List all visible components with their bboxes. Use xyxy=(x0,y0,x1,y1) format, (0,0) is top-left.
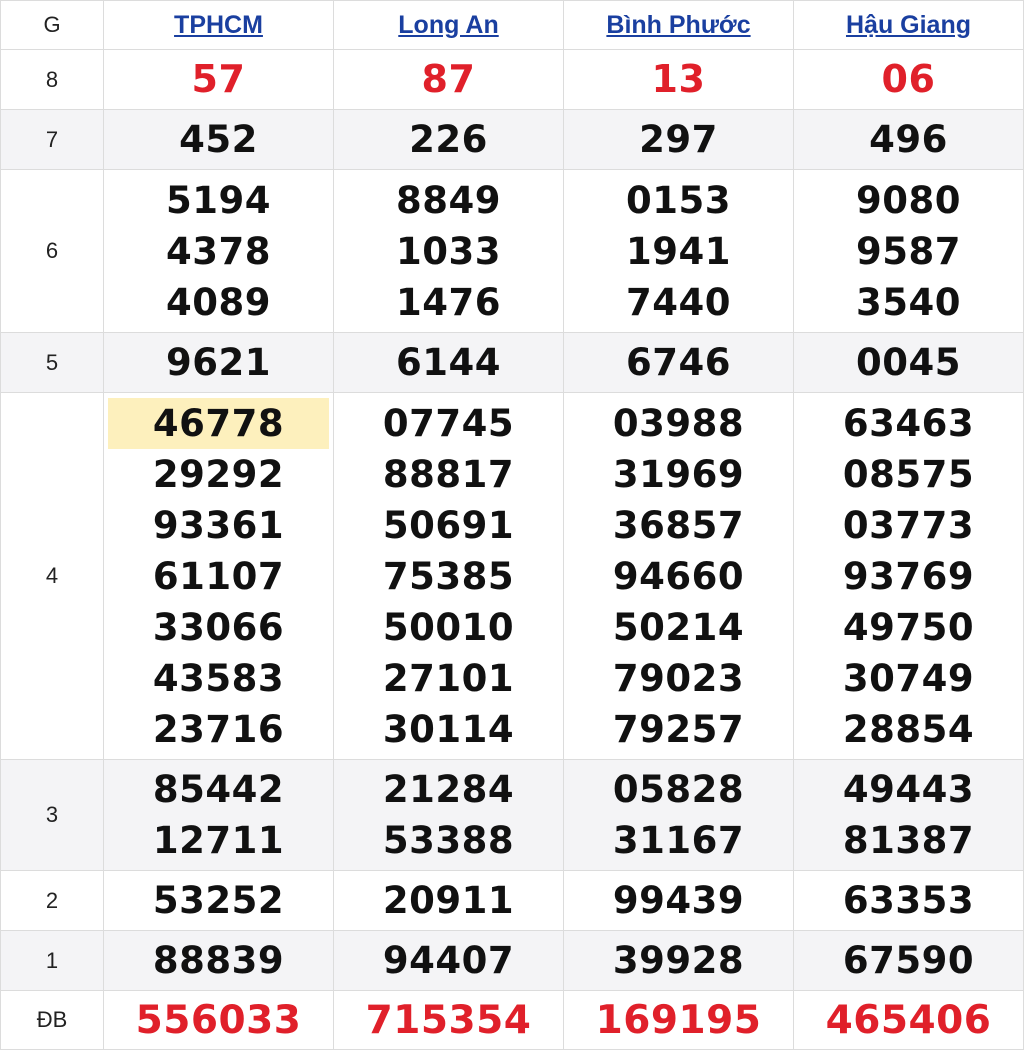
result-number: 169195 xyxy=(595,997,762,1043)
result-number: 9587 xyxy=(856,229,961,273)
prize-label: ĐB xyxy=(1,991,104,1050)
result-number: 03988 xyxy=(612,401,745,445)
result-number: 29292 xyxy=(152,452,285,496)
result-number: 50691 xyxy=(382,503,515,547)
prize-row xyxy=(1,760,1024,871)
highlighted-number: 46778 xyxy=(108,398,329,449)
result-number: 8849 xyxy=(396,178,501,222)
result-number: 85442 xyxy=(152,768,285,811)
result-cell-tphcm xyxy=(104,931,334,991)
result-number: 08575 xyxy=(842,452,975,496)
result-number: 452 xyxy=(179,118,258,161)
result-number: 27101 xyxy=(382,656,515,700)
result-cell-tphcm xyxy=(104,760,334,871)
result-number: 79257 xyxy=(612,707,745,751)
result-number: 3540 xyxy=(856,280,961,324)
result-cell-binh-phuoc xyxy=(564,991,794,1050)
result-cell-long-an xyxy=(334,333,564,393)
result-number: 4089 xyxy=(166,280,271,324)
province-link-tphcm[interactable]: TPHCM xyxy=(174,10,263,39)
result-number: 1033 xyxy=(396,229,501,273)
result-cell-binh-phuoc xyxy=(564,333,794,393)
result-cell-tphcm xyxy=(104,50,334,110)
result-number: 1476 xyxy=(396,280,501,324)
result-number: 4378 xyxy=(166,229,271,273)
result-number: 88817 xyxy=(382,452,515,496)
result-number: 6746 xyxy=(626,341,731,384)
result-cell-binh-phuoc xyxy=(564,760,794,871)
result-cell-long-an xyxy=(334,991,564,1050)
prize-label: 3 xyxy=(1,760,104,871)
result-number: 12711 xyxy=(152,819,285,862)
result-number: 6144 xyxy=(396,341,501,384)
result-cell-long-an xyxy=(334,170,564,333)
result-number: 49443 xyxy=(842,768,975,811)
result-number: 61107 xyxy=(152,554,285,598)
result-number: 93769 xyxy=(842,554,975,598)
province-header-hau-giang xyxy=(794,1,1024,50)
result-number: 94660 xyxy=(612,554,745,598)
result-number: 63463 xyxy=(842,401,975,445)
result-number: 93361 xyxy=(152,503,285,547)
prize-row xyxy=(1,991,1024,1050)
province-link-long-an[interactable]: Long An xyxy=(398,10,499,39)
province-header-binh-phuoc xyxy=(564,1,794,50)
result-number: 43583 xyxy=(152,656,285,700)
result-cell-binh-phuoc xyxy=(564,170,794,333)
result-cell-binh-phuoc xyxy=(564,110,794,170)
result-number: 1941 xyxy=(626,229,731,273)
result-cell-tphcm xyxy=(104,393,334,760)
header-row xyxy=(1,1,1024,50)
result-cell-tphcm xyxy=(104,991,334,1050)
result-number: 94407 xyxy=(382,939,515,982)
result-cell-binh-phuoc xyxy=(564,871,794,931)
result-cell-hau-giang xyxy=(794,760,1024,871)
result-cell-long-an xyxy=(334,931,564,991)
prize-label: 8 xyxy=(1,50,104,110)
result-number: 465406 xyxy=(825,997,992,1043)
result-number: 63353 xyxy=(842,879,975,922)
result-number: 53388 xyxy=(382,819,515,862)
result-number: 67590 xyxy=(842,939,975,982)
prize-row xyxy=(1,50,1024,110)
province-link-hau-giang[interactable]: Hậu Giang xyxy=(845,10,971,39)
result-cell-long-an xyxy=(334,871,564,931)
result-number: 81387 xyxy=(842,819,975,862)
province-link-binh-phuoc[interactable]: Bình Phước xyxy=(606,10,751,39)
result-number: 75385 xyxy=(382,554,515,598)
result-number: 39928 xyxy=(612,939,745,982)
result-number: 05828 xyxy=(612,768,745,811)
result-number: 88839 xyxy=(152,939,285,982)
result-cell-long-an xyxy=(334,50,564,110)
result-number: 03773 xyxy=(842,503,975,547)
prize-row xyxy=(1,170,1024,333)
result-cell-tphcm xyxy=(104,333,334,393)
prize-column-header: G xyxy=(1,1,104,50)
result-number: 31969 xyxy=(612,452,745,496)
result-cell-hau-giang xyxy=(794,333,1024,393)
result-number: 99439 xyxy=(612,879,745,922)
result-number: 36857 xyxy=(612,503,745,547)
result-number: 20911 xyxy=(382,879,515,922)
result-cell-long-an xyxy=(334,393,564,760)
result-number: 556033 xyxy=(135,997,302,1043)
result-number: 07745 xyxy=(382,401,515,445)
result-cell-hau-giang xyxy=(794,931,1024,991)
result-number: 49750 xyxy=(842,605,975,649)
result-cell-hau-giang xyxy=(794,991,1024,1050)
result-cell-tphcm xyxy=(104,871,334,931)
prize-label: 7 xyxy=(1,110,104,170)
prize-row xyxy=(1,110,1024,170)
province-header-tphcm xyxy=(104,1,334,50)
result-cell-long-an xyxy=(334,760,564,871)
result-cell-binh-phuoc xyxy=(564,50,794,110)
province-header-long-an xyxy=(334,1,564,50)
result-number: 13 xyxy=(651,57,706,101)
result-number: 28854 xyxy=(842,707,975,751)
prize-label: 5 xyxy=(1,333,104,393)
prize-row xyxy=(1,333,1024,393)
result-number: 57 xyxy=(191,57,246,101)
result-number: 5194 xyxy=(166,178,271,222)
result-number: 06 xyxy=(881,57,936,101)
prize-label: 4 xyxy=(1,393,104,760)
result-cell-hau-giang xyxy=(794,871,1024,931)
prize-row xyxy=(1,931,1024,991)
prize-label: 2 xyxy=(1,871,104,931)
result-cell-hau-giang xyxy=(794,393,1024,760)
result-number: 0045 xyxy=(856,341,961,384)
prize-label: 1 xyxy=(1,931,104,991)
result-number: 226 xyxy=(409,118,488,161)
result-number: 53252 xyxy=(152,879,285,922)
result-number: 79023 xyxy=(612,656,745,700)
result-number: 30749 xyxy=(842,656,975,700)
result-number: 21284 xyxy=(382,768,515,811)
result-number: 31167 xyxy=(612,819,745,862)
result-number: 87 xyxy=(421,57,476,101)
result-number: 50010 xyxy=(382,605,515,649)
prize-row xyxy=(1,393,1024,760)
result-number: 0153 xyxy=(626,178,731,222)
result-cell-binh-phuoc xyxy=(564,931,794,991)
result-number: 297 xyxy=(639,118,718,161)
result-number: 9080 xyxy=(856,178,961,222)
result-number: 30114 xyxy=(382,707,515,751)
result-number: 50214 xyxy=(612,605,745,649)
result-cell-hau-giang xyxy=(794,110,1024,170)
result-cell-long-an xyxy=(334,110,564,170)
prize-label: 6 xyxy=(1,170,104,333)
result-number: 33066 xyxy=(152,605,285,649)
result-cell-hau-giang xyxy=(794,170,1024,333)
result-number: 7440 xyxy=(626,280,731,324)
result-cell-hau-giang xyxy=(794,50,1024,110)
result-cell-tphcm xyxy=(104,170,334,333)
result-number: 9621 xyxy=(166,341,271,384)
result-cell-binh-phuoc xyxy=(564,393,794,760)
result-number: 496 xyxy=(869,118,948,161)
result-number: 23716 xyxy=(152,707,285,751)
result-number: 715354 xyxy=(365,997,532,1043)
prize-row xyxy=(1,871,1024,931)
result-cell-tphcm xyxy=(104,110,334,170)
